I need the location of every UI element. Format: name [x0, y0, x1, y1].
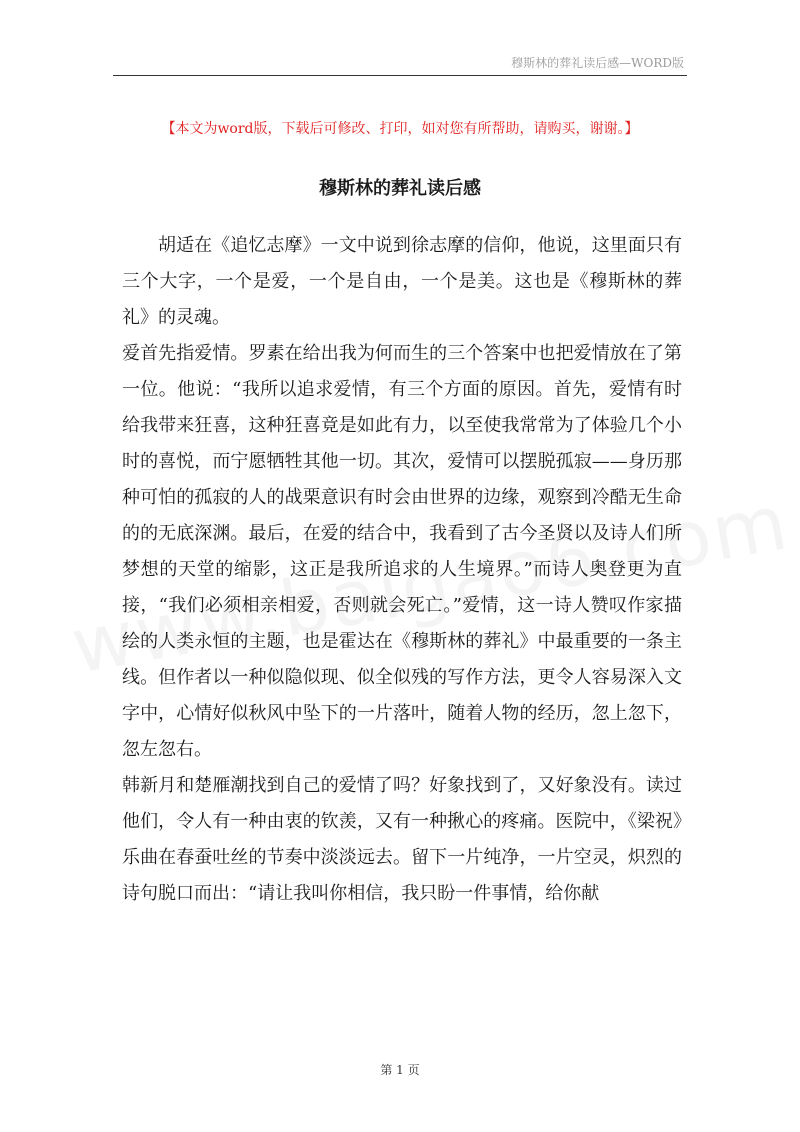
document-body — [122, 228, 682, 912]
header-divider — [113, 75, 687, 76]
page-number: 第 1 页 — [380, 1063, 420, 1077]
download-notice: 【本文为word版，下载后可修改、打印，如对您有所帮助，请购买，谢谢。】 — [161, 121, 639, 137]
document-title: 穆斯林的葬礼读后感 — [319, 178, 481, 199]
paragraph-intro: 胡适在《追忆志摩》一文中说到徐志摩的信仰，他说，这里面只有三个大字，一个是爱，一个是自由，一个是美。这也是《穆斯林的葬礼》的灵魂。 — [122, 235, 682, 328]
running-header: 穆斯林的葬礼读后感—WORD版 — [511, 56, 684, 70]
paragraph-characters: 韩新月和楚雁潮找到自己的爱情了吗？好象找到了，又好象没有。读过他们，令人有一种由衷的钦羡，又有一种揪心的疼痛。医院中，《梁祝》乐曲在春蚕吐丝的节奏中淡淡远去。留下一片纯净，一片空灵，炽烈的诗句脱口而出：“请让我叫你相信，我只盼一件事情，给你献 — [122, 775, 682, 904]
paragraph-love: 爱首先指爱情。罗素在给出我为何而生的三个答案中也把爱情放在了第一位。他说：“我所以追求爱情，有三个方面的原因。首先，爱情有时给我带来狂喜，这种狂喜竟是如此有力，以至使我常常为了体验几个小时的喜悦，而宁愿牺牲其他一切。其次，爱情可以摆脱孤寂——身历那种可怕的孤寂的人的战栗意识有时会由世界的边缘，观察到冷酷无生命的的无底深渊。最后，在爱的结合中，我看到了古今圣贤以及诗人们所梦想的天堂的缩影，这正是我所追求的人生境界。”而诗人奥登更为直接，“我们必须相亲相爱，否则就会死亡。”爱情，这一诗人赞叹作家描绘的人类永恒的主题，也是霍达在《穆斯林的葬礼》中最重要的一条主线。但作者以一种似隐似现、似全似残的写作方法，更令人容易深入文字中，心情好似秋风中坠下的一片落叶，随着人物的经历，忽上忽下，忽左忽右。 — [122, 343, 682, 760]
